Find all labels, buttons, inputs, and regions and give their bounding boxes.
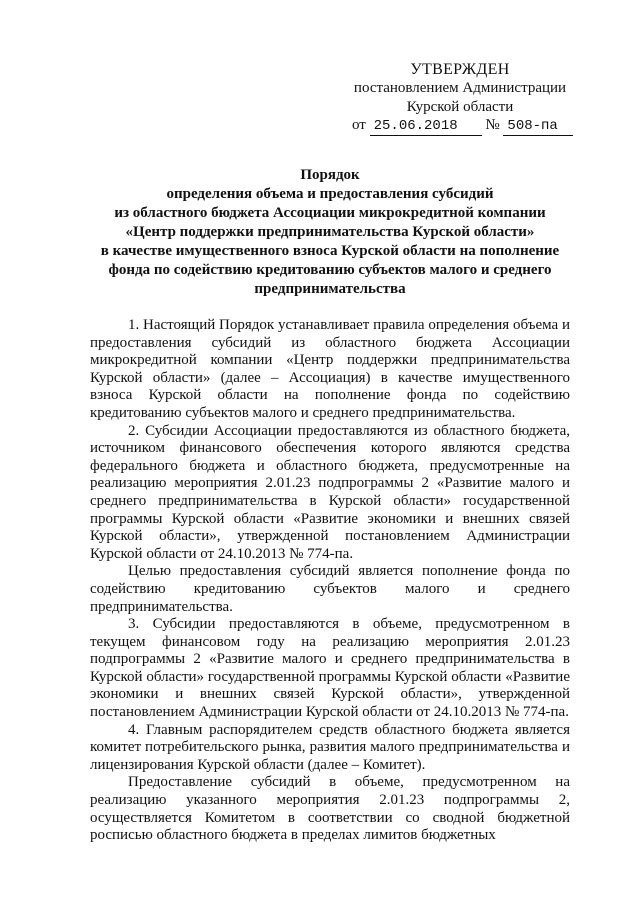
number-label: №	[485, 117, 500, 133]
paragraph-2-purpose: Целью предоставления субсидий является пополнение фонда по содействию кредитованию субъектов малого и среднего предпринимательства.	[90, 563, 570, 615]
approval-date-line	[352, 116, 592, 136]
from-label: от	[352, 117, 366, 133]
approval-line-2: Курской области	[406, 99, 514, 115]
title-line-3: из областного бюджета Ассоциации микрокредитной компании	[114, 205, 546, 221]
approval-stamp	[340, 60, 580, 117]
paragraph-1: 1. Настоящий Порядок устанавливает правила определения объема и предоставления субсидий из областного бюджета Ассоциации микрокредитной компании «Центр поддержки предпринимательства Курской области» (далее – Ассоциация) в качестве имущественного взноса Курской области на пополнение фонда по содействию кредитованию субъектов малого и среднего предпринимательства.	[90, 317, 570, 421]
document-body	[90, 317, 570, 845]
document-title	[60, 166, 600, 299]
approval-number: 508-па	[503, 117, 573, 136]
title-line-2: определения объема и предоставления субсидий	[166, 186, 494, 202]
title-line-5: в качестве имущественного взноса Курской области на пополнение	[100, 243, 560, 259]
title-line-7: предпринимательства	[254, 281, 406, 297]
title-line-1: Порядок	[300, 167, 360, 183]
paragraph-4: 4. Главным распорядителем средств областного бюджета является комитет потребительского рынка, развития малого предпринимательства и лицензирования Курской области (далее – Комитет).	[90, 721, 570, 773]
approval-line-1: постановлением Администрации	[353, 80, 567, 96]
paragraph-4-continued: Предоставление субсидий в объеме, предусмотренном на реализацию указанного мероприятия 2.01.23 подпрограммы 2, осуществляется Комитетом в соответствии со сводной бюджетной росписью областного бюджета в пределах лимитов бюджетных	[90, 774, 570, 844]
approval-date: 25.06.2018	[370, 117, 482, 136]
paragraph-2: 2. Субсидии Ассоциации предоставляются из областного бюджета, источником финансового обеспечения которого являются средства федерального бюджета и областного бюджета, предусмотренные на реализацию мероприятия 2.01.23 подпрограммы 2 «Развитие малого и среднего предпринимательства в Курской области» государственной программы Курской области «Развитие экономики и внешних связей Курской области», утвержденной постановлением Администрации Курской области от 24.10.2013 № 774-па.	[90, 422, 570, 562]
approval-title: УТВЕРЖДЕН	[410, 61, 510, 78]
title-line-6: фонда по содействию кредитованию субъектов малого и среднего	[108, 262, 552, 278]
paragraph-3: 3. Субсидии предоставляются в объеме, предусмотренном в текущем финансовом году на реализацию мероприятия 2.01.23 подпрограммы 2 «Развитие малого и среднего предпринимательства в Курской области» государственной программы Курской области «Развитие экономики и внешних связей Курской области», утвержденной постановлением Администрации Курской области от 24.10.2013 № 774-па.	[90, 616, 570, 721]
title-line-4: «Центр поддержки предпринимательства Курской области»	[125, 224, 535, 240]
